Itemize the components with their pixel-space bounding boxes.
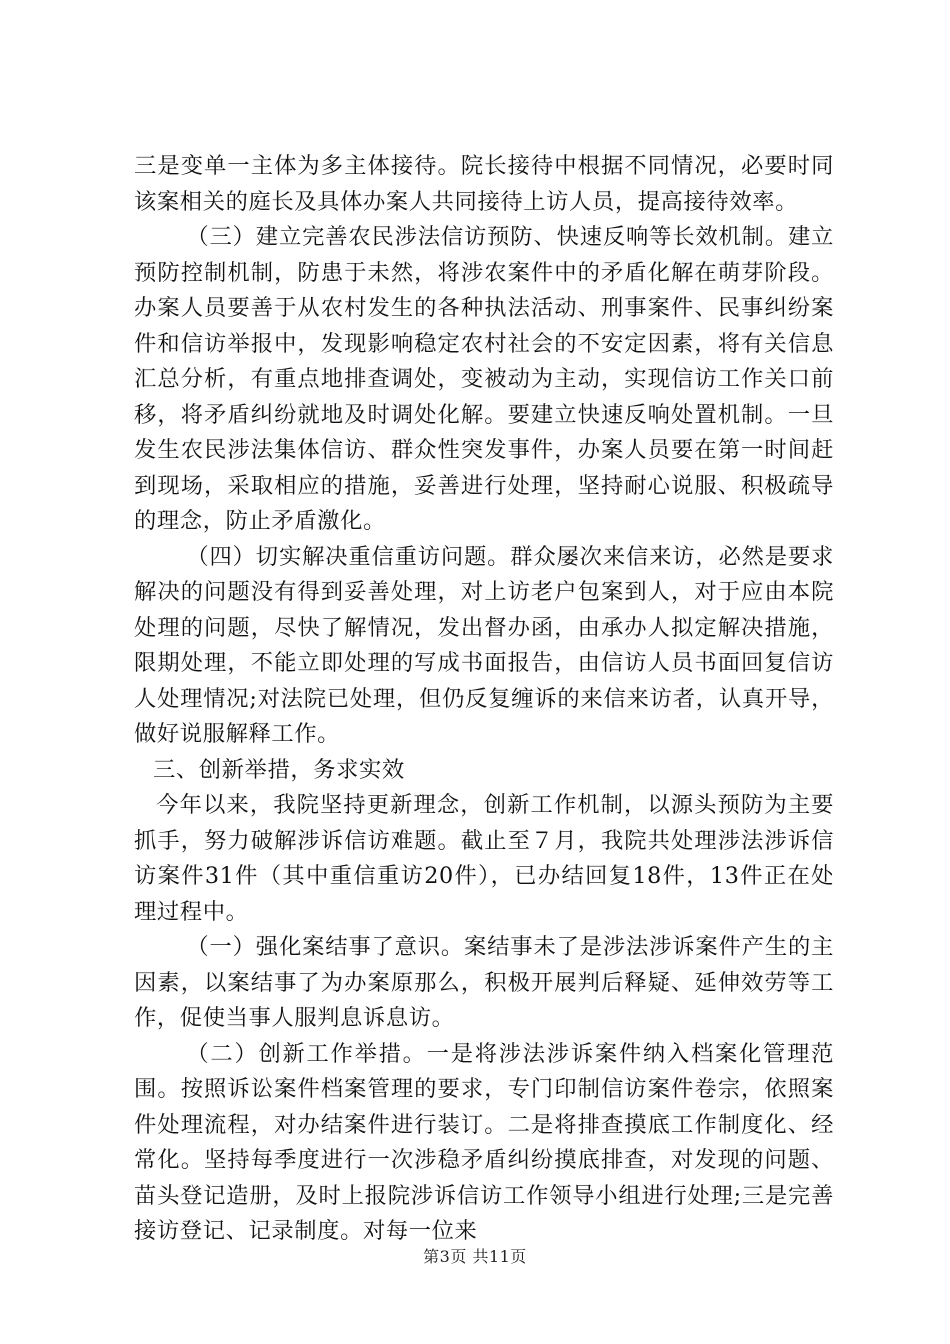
paragraph-section-3-prevention: （三）建立完善农民涉法信访预防、快速反响等长效机制。建立预防控制机制，防患于未然，将涉农案件中的矛盾化解在萌芽阶段。办案人员要善于从农村发生的各种执法活动、刑事案件、民事纠纷案件和信访举报中，发现影响稳定农村社会的不安定因素，将有关信息汇总分析，有重点地排查调处，变被动为主动，实现信访工作关口前移，将矛盾纠纷就地及时调处化解。要建立快速反响处置机制。一旦发生农民涉法集体信访、群众性突发事件，办案人员要在第一时间赶到现场，采取相应的措施，妥善进行处理，坚持耐心说服、积极疏导的理念，防止矛盾激化。 — [134, 224, 834, 534]
paragraph-innovation-summary: 今年以来，我院坚持更新理念，创新工作机制，以源头预防为主要抓手，努力破解涉诉信访难题。截止至７月，我院共处理涉法涉诉信访案件31件（其中重信重访20件），已办结回复18件，13件正在处理过程中。 — [134, 792, 834, 925]
document-body — [134, 149, 834, 1250]
page-number-footer: 第3页 共11页 — [423, 1247, 527, 1266]
paragraph-section-1-case-closure: （一）强化案结事了意识。案结事未了是涉法涉诉案件产生的主因素，以案结事了为办案原那么，积极开展判后释疑、延伸效劳等工作，促使当事人服判息诉息访。 — [134, 934, 834, 1031]
paragraph-section-2-work-measures: （二）创新工作举措。一是将涉法涉诉案件纳入档案化管理范围。按照诉讼案件档案管理的要求，专门印制信访案件卷宗，依照案件处理流程，对办结案件进行装订。二是将排查摸底工作制度化、经常化。坚持每季度进行一次涉稳矛盾纠纷摸底排查，对发现的问题、苗头登记造册，及时上报院涉诉信访工作领导小组进行处理;三是完善接访登记、记录制度。对每一位来 — [134, 1040, 834, 1244]
paragraph-reception-multi-subject: 三是变单一主体为多主体接待。院长接待中根据不同情况，必要时同该案相关的庭长及具体办案人共同接待上访人员，提高接待效率。 — [134, 153, 834, 215]
paragraph-section-4-repeat-visits: （四）切实解决重信重访问题。群众屡次来信来访，必然是要求解决的问题没有得到妥善处理，对上访老户包案到人，对于应由本院处理的问题，尽快了解情况，发出督办函，由承办人拟定解决措施，限期处理，不能立即处理的写成书面报告，由信访人员书面回复信访人处理情况;对法院已处理，但仍反复缠诉的来信来访者，认真开导，做好说服解释工作。 — [134, 543, 834, 747]
section-heading-innovation: 三、创新举措，务求实效 — [152, 756, 405, 783]
